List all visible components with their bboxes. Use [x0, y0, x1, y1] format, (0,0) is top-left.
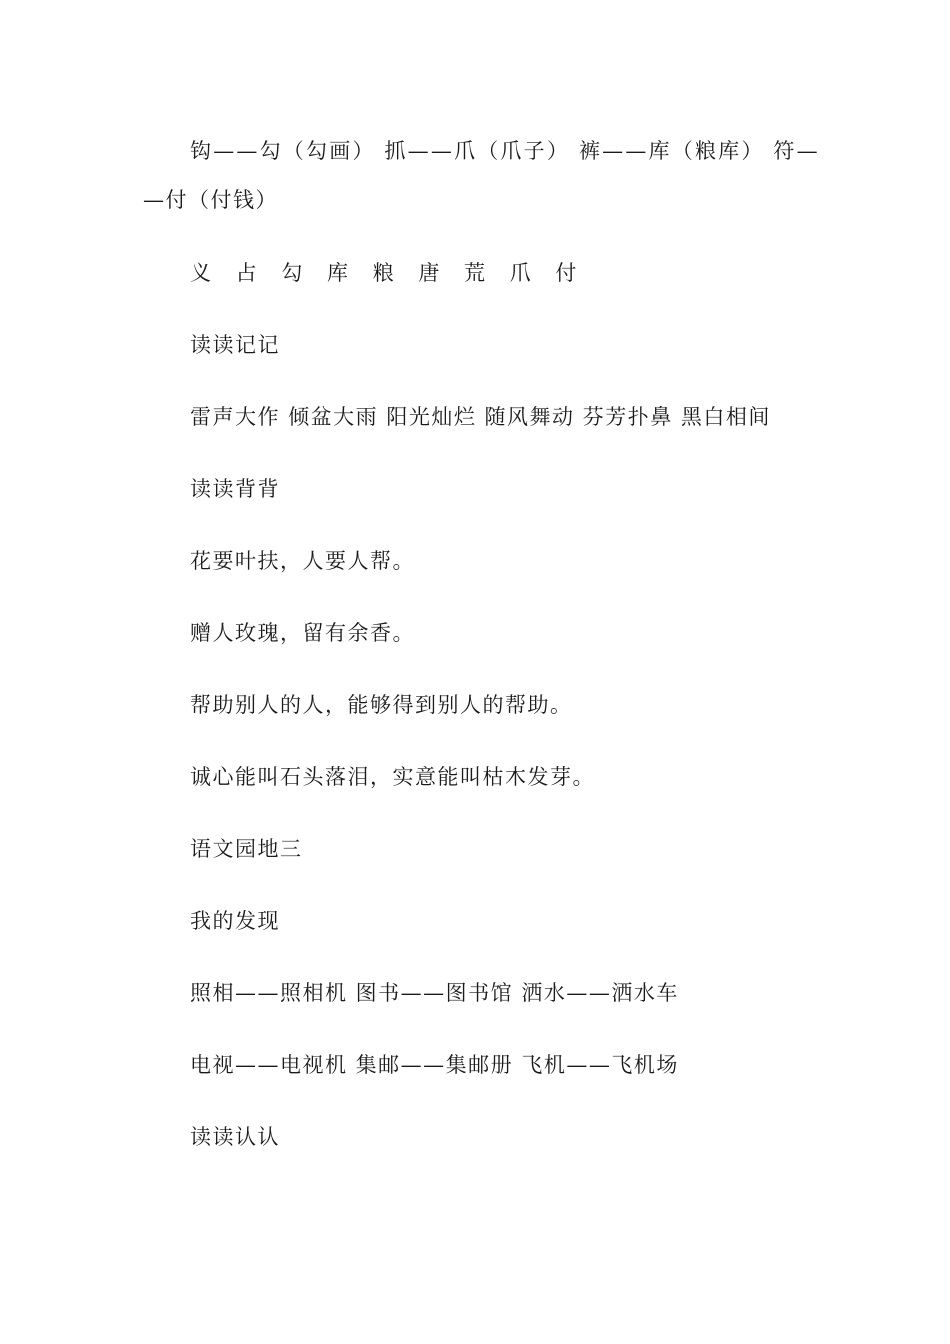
section-heading-chinese-garden-3: 语文园地三 — [190, 837, 303, 861]
text-line-saying-1: 花要叶扶，人要人帮。 — [190, 549, 415, 573]
section-heading-read-recognize: 读读认认 — [190, 1125, 280, 1149]
text-line-idioms: 雷声大作 倾盆大雨 阳光灿烂 随风舞动 芬芳扑鼻 黑白相间 — [190, 405, 771, 429]
text-line-char-pairs: 钩——勾（勾画） 抓——爪（爪子） 裤——库（粮库） 符— — [190, 139, 820, 163]
text-line-saying-3: 帮助别人的人，能够得到别人的帮助。 — [190, 693, 573, 717]
text-line-saying-2: 赠人玫瑰，留有余香。 — [190, 621, 415, 645]
text-line-word-pairs-1: 照相——照相机 图书——图书馆 洒水——洒水车 — [190, 981, 679, 1005]
text-line-char-pairs-continued: —付（付钱） — [143, 188, 278, 212]
section-heading-my-discovery: 我的发现 — [190, 909, 280, 933]
text-line-word-pairs-2: 电视——电视机 集邮——集邮册 飞机——飞机场 — [190, 1053, 679, 1077]
section-heading-read-remember: 读读记记 — [190, 333, 280, 357]
text-line-character-list: 义 占 勾 库 粮 唐 荒 爪 付 — [190, 261, 586, 285]
section-heading-read-recite: 读读背背 — [190, 477, 280, 501]
text-line-saying-4: 诚心能叫石头落泪，实意能叫枯木发芽。 — [190, 765, 595, 789]
